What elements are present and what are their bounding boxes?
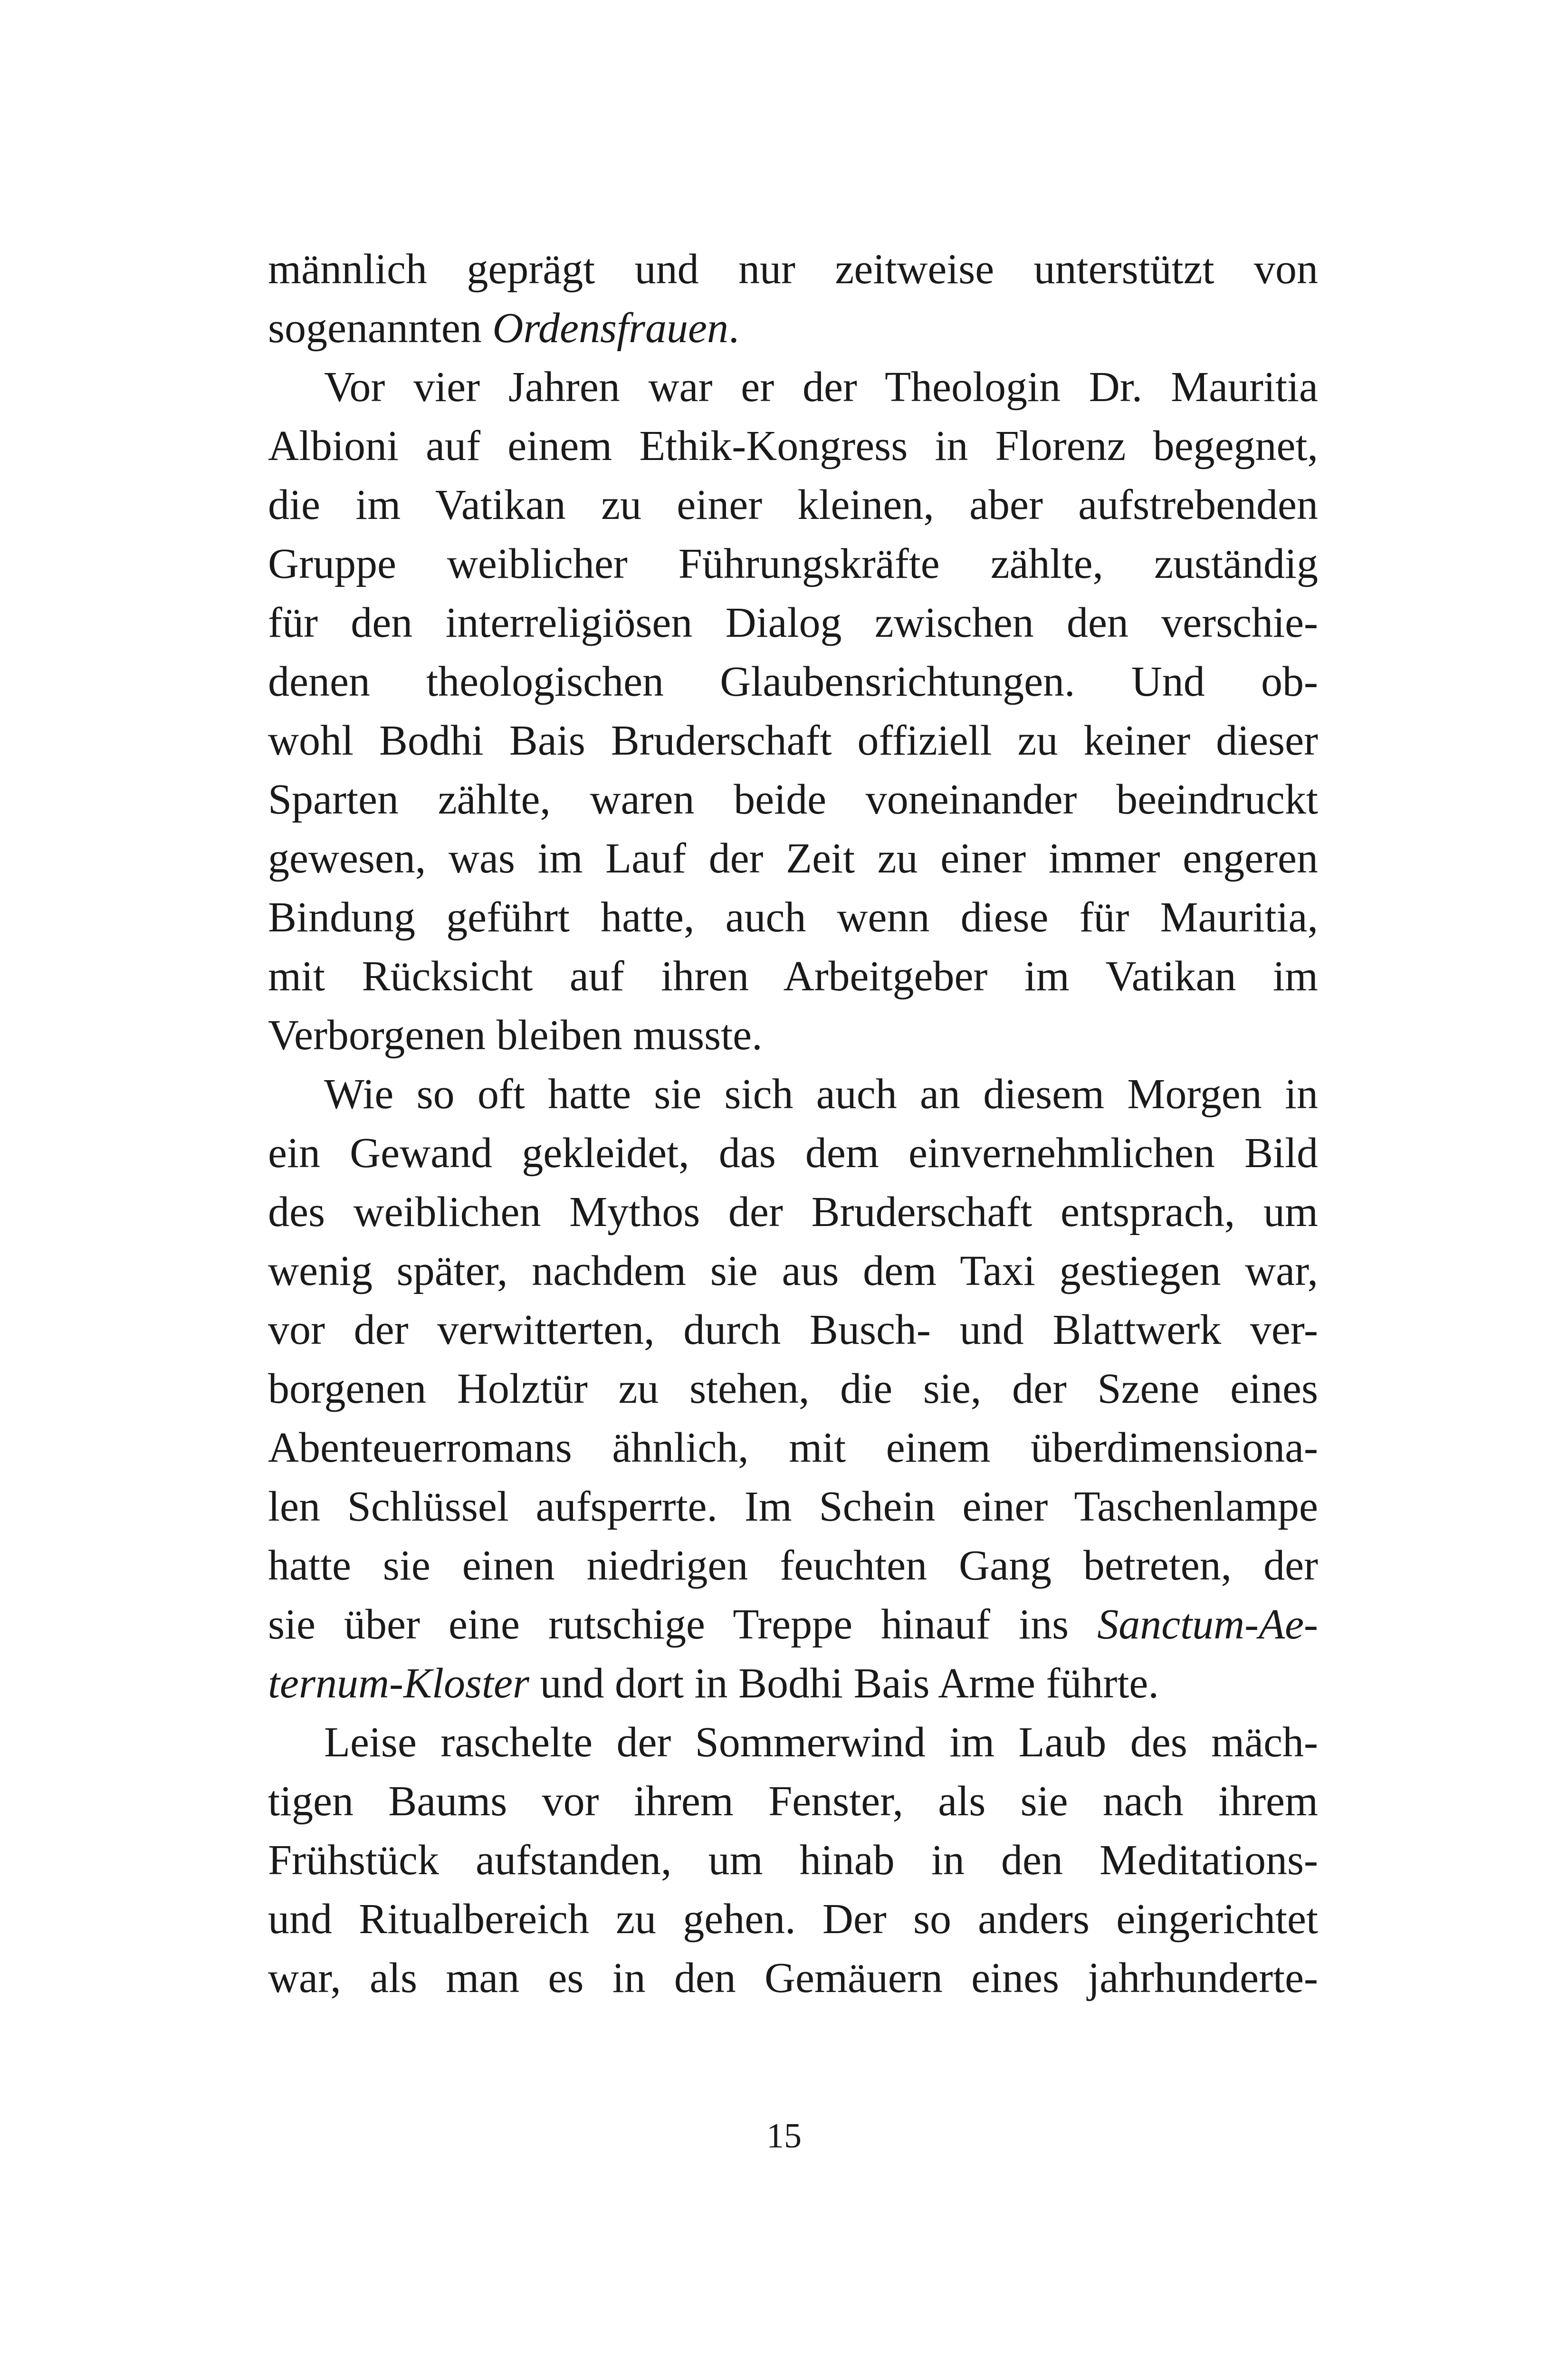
text-line [268, 888, 1318, 947]
text-segment: ein Gewand gekleidet, das dem einvernehmlichen Bild [268, 1130, 1318, 1177]
text-segment: mit Rücksicht auf ihren Arbeitgeber im Vatikan im [268, 953, 1318, 1000]
text-line [268, 1242, 1318, 1301]
text-segment: Vor vier Jahren war er der Theologin Dr. Mauritia [324, 364, 1318, 411]
text-line [268, 1418, 1318, 1477]
text-segment: Albioni auf einem Ethik-Kongress in Florenz begegnet, [268, 422, 1318, 469]
text-segment: und dort in Bodhi Bais Arme führte. [529, 1660, 1159, 1707]
text-line [268, 1477, 1318, 1536]
text-line [268, 1360, 1318, 1418]
text-line [268, 1301, 1318, 1360]
text-segment: denen theologischen Glaubensrichtungen. Und ob- [268, 658, 1318, 705]
text-line [268, 1065, 1318, 1124]
italic-text: Sanctum-Ae- [1097, 1601, 1318, 1648]
text-segment: wenig später, nachdem sie aus dem Taxi gestiegen war, [268, 1247, 1318, 1294]
text-line [268, 299, 1318, 358]
page-number: 15 [766, 2117, 802, 2156]
text-segment: Gruppe weiblicher Führungskräfte zählte, zuständig [268, 540, 1318, 587]
text-segment: männlich geprägt und nur zeitweise unterstützt von [268, 246, 1318, 293]
text-line [268, 947, 1318, 1006]
italic-text: ternum-Kloster [268, 1660, 529, 1707]
body-text [268, 240, 1318, 2008]
text-line [268, 829, 1318, 888]
text-segment: für den interreligiösen Dialog zwischen den verschie- [268, 599, 1318, 646]
text-segment: borgenen Holztür zu stehen, die sie, der Szene eines [268, 1365, 1318, 1412]
text-segment: tigen Baums vor ihrem Fenster, als sie nach ihrem [268, 1778, 1318, 1825]
paragraph [268, 1065, 1318, 1713]
text-segment: sogenannten [268, 305, 493, 352]
text-line [268, 770, 1318, 829]
text-segment: des weiblichen Mythos der Bruderschaft entsprach, um [268, 1188, 1318, 1236]
text-line [268, 1713, 1318, 1772]
text-segment: vor der verwitterten, durch Busch- und Blattwerk ver- [268, 1306, 1318, 1353]
text-line [268, 1654, 1318, 1713]
text-line [268, 1890, 1318, 1949]
text-line [268, 1595, 1318, 1654]
text-segment: Sparten zählte, waren beide voneinander beeindruckt [268, 776, 1318, 823]
text-line [268, 417, 1318, 476]
paragraph [268, 1713, 1318, 2008]
text-line [268, 711, 1318, 770]
text-segment: die im Vatikan zu einer kleinen, aber aufstrebenden [268, 481, 1318, 528]
text-segment: . [728, 305, 739, 352]
text-segment: sie über eine rutschige Treppe hinauf ins [268, 1601, 1098, 1648]
text-segment: Bindung geführt hatte, auch wenn diese für Mauritia, [268, 894, 1318, 941]
text-segment: und Ritualbereich zu gehen. Der so anders eingerichtet [268, 1896, 1318, 1943]
text-segment: Wie so oft hatte sie sich auch an diesem Morgen in [324, 1071, 1318, 1118]
text-line [268, 358, 1318, 417]
text-segment: Leise raschelte der Sommerwind im Laub des mäch- [324, 1719, 1318, 1766]
text-line [268, 594, 1318, 652]
text-segment: Abenteuerromans ähnlich, mit einem überdimensiona- [268, 1424, 1318, 1471]
text-line [268, 1949, 1318, 2008]
text-line [268, 1124, 1318, 1183]
text-segment: hatte sie einen niedrigen feuchten Gang betreten, der [268, 1542, 1318, 1589]
text-line [268, 1536, 1318, 1595]
text-segment: gewesen, was im Lauf der Zeit zu einer immer engeren [268, 835, 1318, 882]
text-line [268, 476, 1318, 535]
text-line [268, 240, 1318, 299]
italic-text: Ordensfrauen [492, 305, 729, 352]
text-line [268, 1006, 1318, 1065]
text-line [268, 1831, 1318, 1890]
text-line [268, 1772, 1318, 1831]
paragraph [268, 358, 1318, 1065]
text-segment: wohl Bodhi Bais Bruderschaft offiziell zu keiner dieser [268, 717, 1318, 764]
text-segment: war, als man es in den Gemäuern eines jahrhunderte- [268, 1954, 1318, 2002]
text-line [268, 535, 1318, 594]
text-line [268, 652, 1318, 711]
text-segment: Frühstück aufstanden, um hinab in den Meditations- [268, 1837, 1318, 1884]
text-segment: Verborgenen bleiben musste. [268, 1012, 763, 1059]
paragraph [268, 240, 1318, 358]
text-line [268, 1183, 1318, 1242]
text-segment: len Schlüssel aufsperrte. Im Schein einer Taschenlampe [268, 1483, 1318, 1530]
